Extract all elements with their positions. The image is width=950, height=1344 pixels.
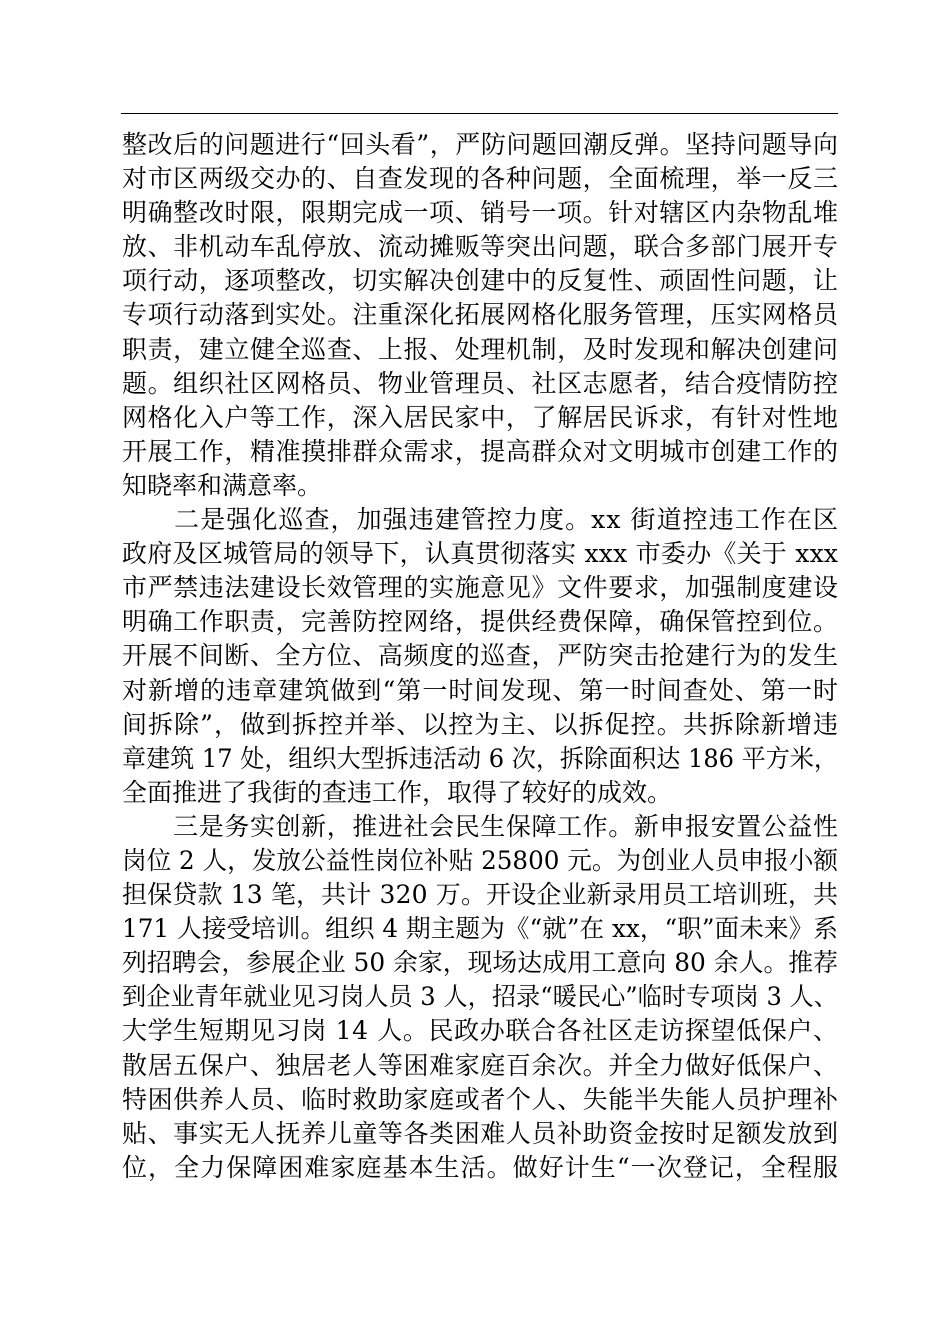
text-line: 二是强化巡查，加强违建管控力度。xx 街道控违工作在区	[122, 505, 840, 535]
text-line: 开展工作，精准摸排群众需求，提高群众对文明城市创建工作的	[122, 436, 839, 466]
text-line: 大学生短期见习岗 14 人。民政办联合各社区走访探望低保户、	[122, 1016, 839, 1046]
text-line: 担保贷款 13 笔，共计 320 万。开设企业新录用员工培训班，共	[122, 880, 839, 910]
text-line: 到企业青年就业见习岗人员 3 人，招录“暖民心”临时专项岗 3 人、	[122, 982, 838, 1012]
text-line: 放、非机动车乱停放、流动摊贩等突出问题，联合多部门展开专	[122, 232, 839, 262]
text-line: 市严禁违法建设长效管理的实施意见》文件要求，加强制度建设	[122, 573, 839, 603]
header-rule	[121, 113, 838, 114]
text-line: 特困供养人员、临时救助家庭或者个人、失能半失能人员护理补	[122, 1084, 839, 1114]
text-line: 间拆除”，做到拆控并举、以控为主、以拆促控。共拆除新增违	[122, 709, 840, 739]
text-line: 章建筑 17 处，组织大型拆违活动 6 次，拆除面积达 186 平方米，	[122, 743, 838, 773]
body-text	[122, 128, 838, 1185]
text-line: 政府及区城管局的领导下，认真贯彻落实 xxx 市委办《关于 xxx	[122, 539, 839, 569]
text-line: 整改后的问题进行“回头看”，严防问题回潮反弹。坚持问题导向	[122, 130, 839, 159]
text-line: 网格化入户等工作，深入居民家中，了解居民诉求，有针对性地	[122, 402, 839, 432]
text-line: 列招聘会，参展企业 50 余家，现场达成用工意向 80 余人。推荐	[122, 948, 838, 978]
text-line: 对新增的违章建筑做到“第一时间发现、第一时间查处、第一时	[122, 675, 840, 705]
text-line: 职责，建立健全巡查、上报、处理机制，及时发现和解决创建问	[122, 334, 839, 364]
text-line: 明确工作职责，完善防控网络，提供经费保障，确保管控到位。	[122, 607, 839, 637]
text-line: 知晓率和满意率。	[122, 470, 323, 500]
text-line: 题。组织社区网格员、物业管理员、社区志愿者，结合疫情防控	[122, 368, 839, 398]
text-line: 三是务实创新，推进社会民生保障工作。新申报安置公益性	[122, 811, 839, 841]
text-line: 171 人接受培训。组织 4 期主题为《“就”在 xx，“职”面未来》系	[122, 914, 838, 944]
text-line: 岗位 2 人，发放公益性岗位补贴 25800 元。为创业人员申报小额	[122, 845, 838, 875]
text-line: 专项行动落到实处。注重深化拓展网格化服务管理，压实网格员	[122, 300, 839, 330]
text-line: 对市区两级交办的、自查发现的各种问题，全面梳理，举一反三	[122, 164, 839, 194]
text-line: 全面推进了我街的查违工作，取得了较好的成效。	[122, 777, 673, 807]
text-line: 散居五保户、独居老人等困难家庭百余次。并全力做好低保户、	[122, 1050, 839, 1080]
text-line: 位，全力保障困难家庭基本生活。做好计生“一次登记，全程服	[122, 1152, 840, 1182]
text-line: 明确整改时限，限期完成一项、销号一项。针对辖区内杂物乱堆	[122, 198, 839, 228]
text-line: 项行动，逐项整改，切实解决创建中的反复性、顽固性问题，让	[122, 266, 839, 296]
text-line: 贴、事实无人抚养儿童等各类困难人员补助资金按时足额发放到	[122, 1118, 839, 1148]
text-line: 开展不间断、全方位、高频度的巡查，严防突击抢建行为的发生	[122, 641, 839, 671]
